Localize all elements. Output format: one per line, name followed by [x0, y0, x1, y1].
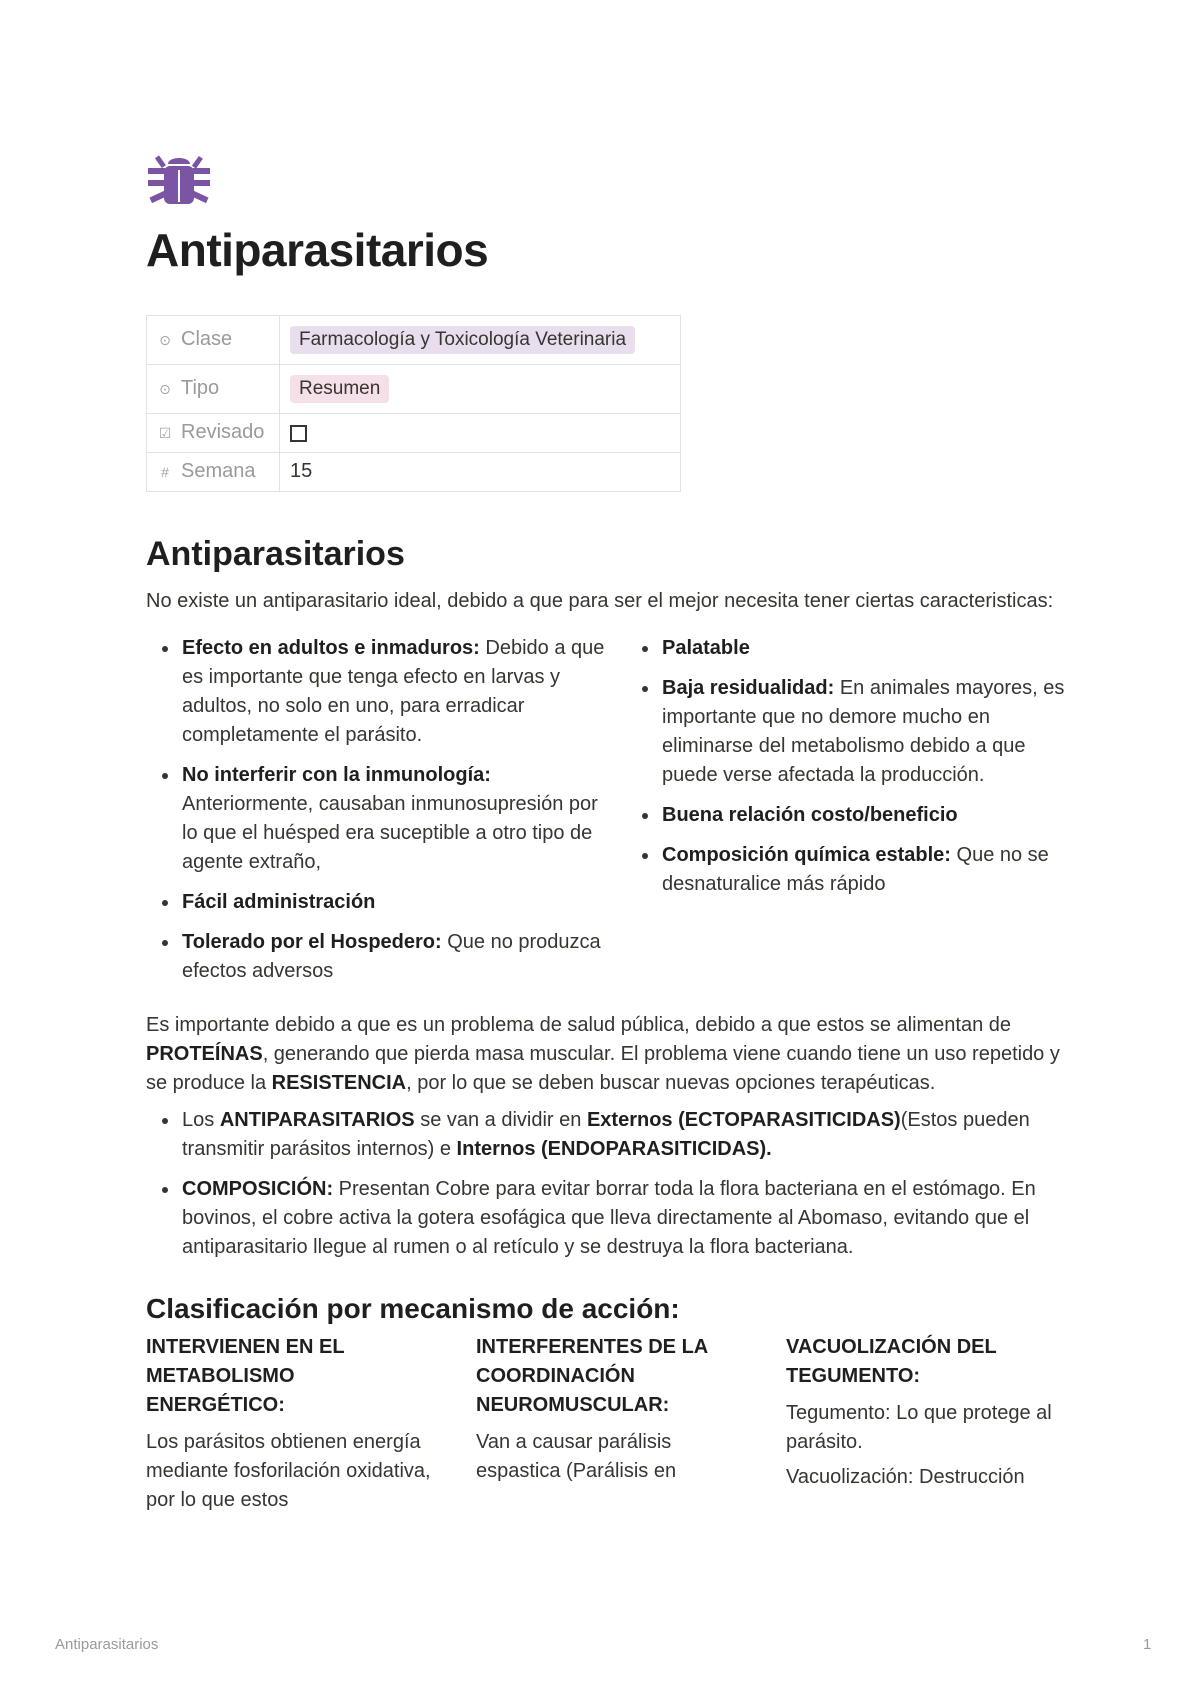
tipo-tag[interactable]: Resumen — [290, 375, 389, 403]
property-value — [280, 413, 681, 452]
column-text: Los parásitos obtienen energía mediante fosforilación oxidativa, por lo que estos — [146, 1431, 431, 1512]
list-item: • Los ANTIPARASITARIOS se van a dividir en Externos (ECTOPARASITICIDAS)(Estos pueden transmitir parásitos internos) e Internos (ENDOPARASITICIDAS). — [180, 1106, 1066, 1164]
column-heading: VACUOLIZACIÓN DEL TEGUMENTO: — [786, 1336, 997, 1388]
select-icon: ⊙ — [159, 381, 171, 398]
characteristics-list-right — [626, 634, 1066, 899]
column-text: Vacuolización: Destrucción — [786, 1466, 1025, 1489]
column-text: Van a causar parálisis espastica (Parálisis en — [476, 1431, 677, 1483]
property-value[interactable] — [280, 315, 681, 364]
list-item: • COMPOSICIÓN: Presentan Cobre para evitar borrar toda la flora bacteriana en el estómago. En bovinos, el cobre activa la gotera esofágica que lleva directamente al Abomaso, evitando que el antiparasitario llegue al rumen o al retículo y se destruya la flora bacteriana. — [180, 1175, 1066, 1262]
list-item: • Composición química estable: Que no se desnaturalice más rápido — [660, 841, 1066, 899]
property-label: Clase — [181, 328, 233, 351]
page-title: Antiparasitarios — [146, 224, 489, 276]
property-row-semana — [147, 452, 681, 491]
mechanism-column-1 — [146, 1333, 476, 1521]
list-item: • Efecto en adultos e inmaduros: Debido a que es importante que tenga efecto en larvas y adultos, no solo en uno, para erradicar completamente el parásito. — [180, 634, 606, 750]
property-value[interactable]: 15 — [280, 452, 681, 491]
bug-icon — [146, 150, 212, 210]
list-item: • Baja residualidad: En animales mayores, es importante que no demore mucho en eliminarse del metabolismo debido a que puede verse afectada la producción. — [660, 674, 1066, 790]
property-row-clase — [147, 315, 681, 364]
property-row-tipo — [147, 364, 681, 413]
properties-table — [146, 315, 681, 492]
property-value[interactable] — [280, 364, 681, 413]
section-heading: Clasificación por mecanismo de acción: — [146, 1292, 680, 1324]
property-row-revisado — [147, 413, 681, 452]
revisado-checkbox[interactable] — [290, 425, 307, 442]
property-label: Semana — [181, 460, 256, 483]
property-key — [147, 315, 280, 364]
characteristics-columns — [146, 634, 1066, 997]
column-heading: INTERFERENTES DE LA COORDINACIÓN NEUROMUSCULAR: — [476, 1336, 708, 1417]
footer-title: Antiparasitarios — [55, 1636, 159, 1653]
mechanism-columns — [146, 1333, 1066, 1521]
property-label: Revisado — [181, 421, 265, 444]
classification-list — [146, 1106, 1066, 1262]
list-item: • Fácil administración — [180, 888, 606, 917]
list-item: • Palatable — [660, 634, 1066, 663]
section-heading: Antiparasitarios — [146, 534, 405, 573]
list-item: • Tolerado por el Hospedero: Que no produzca efectos adversos — [180, 928, 606, 986]
intro-paragraph: No existe un antiparasitario ideal, debido a que para ser el mejor necesita tener ciertas caracteristicas: — [146, 589, 1054, 612]
footer-page-number: 1 — [1143, 1636, 1152, 1653]
checkbox-icon: ☑ — [158, 425, 172, 442]
property-label: Tipo — [181, 377, 220, 400]
property-key — [147, 364, 280, 413]
characteristics-list-left — [146, 634, 606, 986]
number-icon: # — [161, 464, 169, 481]
select-icon: ⊙ — [159, 332, 171, 349]
column-text: Tegumento: Lo que protege al parásito. — [786, 1402, 1052, 1454]
page-content — [146, 150, 1066, 1521]
importance-paragraph: Es importante debido a que es un problema de salud pública, debido a que estos se alimentan de PROTEÍNAS, generando que pierda masa muscular. El problema viene cuando tiene un uso repetido y se produce la RESISTENCIA, por lo que se deben buscar nuevas opciones terapéuticas. — [146, 1013, 1060, 1094]
clase-tag[interactable]: Farmacología y Toxicología Veterinaria — [290, 326, 635, 354]
column-left — [146, 634, 626, 997]
list-item: • Buena relación costo/beneficio — [660, 801, 1066, 830]
column-right — [626, 634, 1066, 997]
mechanism-column-2 — [476, 1333, 786, 1521]
property-key — [147, 413, 280, 452]
column-heading: INTERVIENEN EN EL METABOLISMO ENERGÉTICO: — [146, 1336, 345, 1417]
list-item: • No interferir con la inmunología: Anteriormente, causaban inmunosupresión por lo que el huésped era suceptible a otro tipo de agente extraño, — [180, 761, 606, 877]
property-key — [147, 452, 280, 491]
mechanism-column-3 — [786, 1333, 1066, 1521]
